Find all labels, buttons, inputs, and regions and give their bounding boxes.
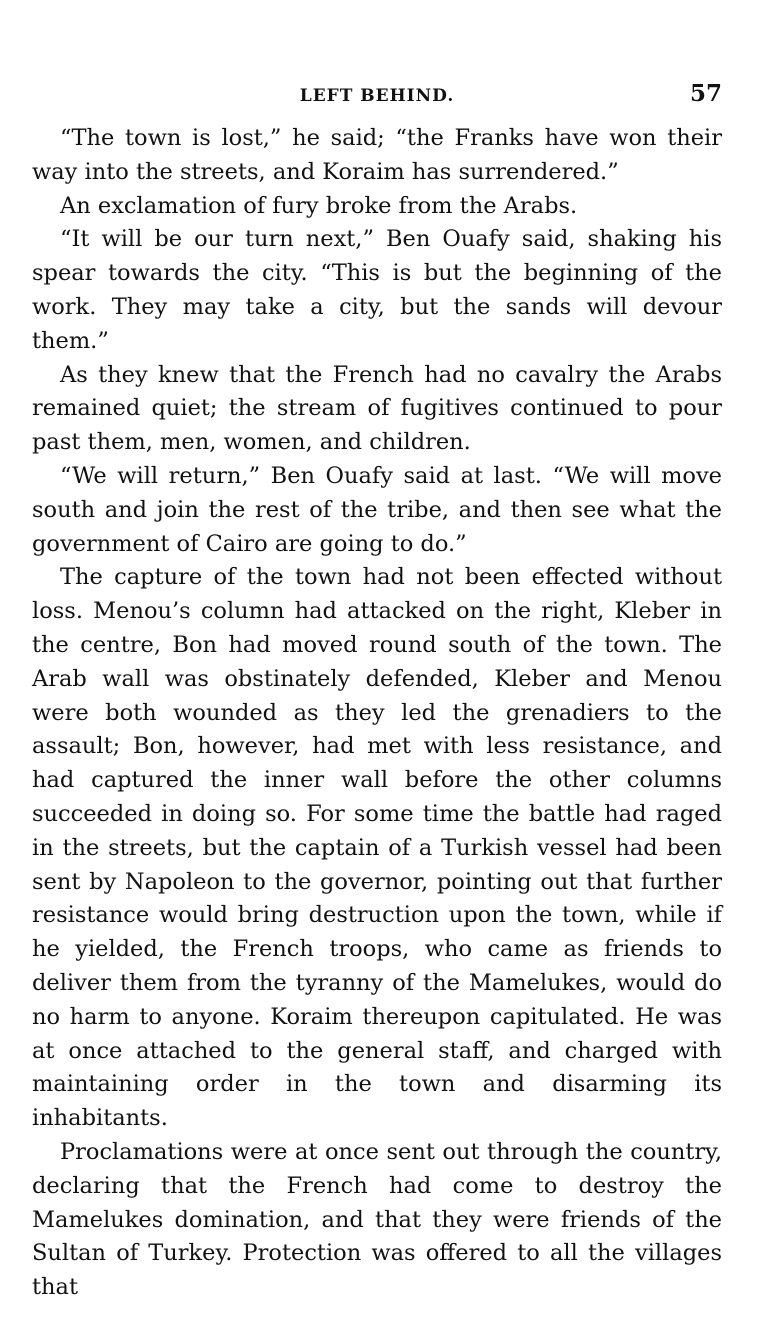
paragraph: The capture of the town had not been effected without loss. Menou’s column had attacked on the right, Kleber in the centre, Bon had moved round south of the town. The Arab wall was obstinately defended, Kleber and Menou were both wounded as they led the grenadiers to the assault; Bon, however, had met with less resistance, and had captured the inner wall before the other columns succeeded in doing so. For some time the battle had raged in the streets, but the captain of a Turkish vessel had been sent by Napoleon to the governor, pointing out that further resistance would bring destruction upon the town, while if he yielded, the French troops, who came as friends to deliver them from the tyranny of the Mamelukes, would do no harm to anyone. Koraim thereupon capitulated. He was at once attached to the general staff, and charged with maintaining order in the town and disarming its inhabitants. xyxy=(32,564,722,1132)
running-head: LEFT BEHIND. xyxy=(299,86,455,106)
body-text xyxy=(32,122,722,1305)
paragraph: An exclamation of fury broke from the Arabs. xyxy=(60,192,578,219)
book-page xyxy=(32,80,722,1305)
paragraph: “The town is lost,” he said; “the Franks have won their way into the streets, and Koraim has surrendered.” xyxy=(32,125,722,185)
paragraph: Proclamations were at once sent out through the country, declaring that the French had come to destroy the Mamelukes domination, and that they were friends of the Sultan of Turkey. Protection was offered to all the villages that xyxy=(32,1138,722,1301)
paragraph: As they knew that the French had no cavalry the Arabs remained quiet; the stream of fugitives continued to pour past them, men, women, and children. xyxy=(32,361,722,456)
paragraph: “We will return,” Ben Ouafy said at last. “We will move south and join the rest of the tribe, and then see what the government of Cairo are going to do.” xyxy=(32,462,722,557)
page-number: 57 xyxy=(689,80,722,107)
page-header xyxy=(32,80,722,116)
paragraph: “It will be our turn next,” Ben Ouafy said, shaking his spear towards the city. “This is but the beginning of the work. They may take a city, but the sands will devour them.” xyxy=(32,226,722,354)
